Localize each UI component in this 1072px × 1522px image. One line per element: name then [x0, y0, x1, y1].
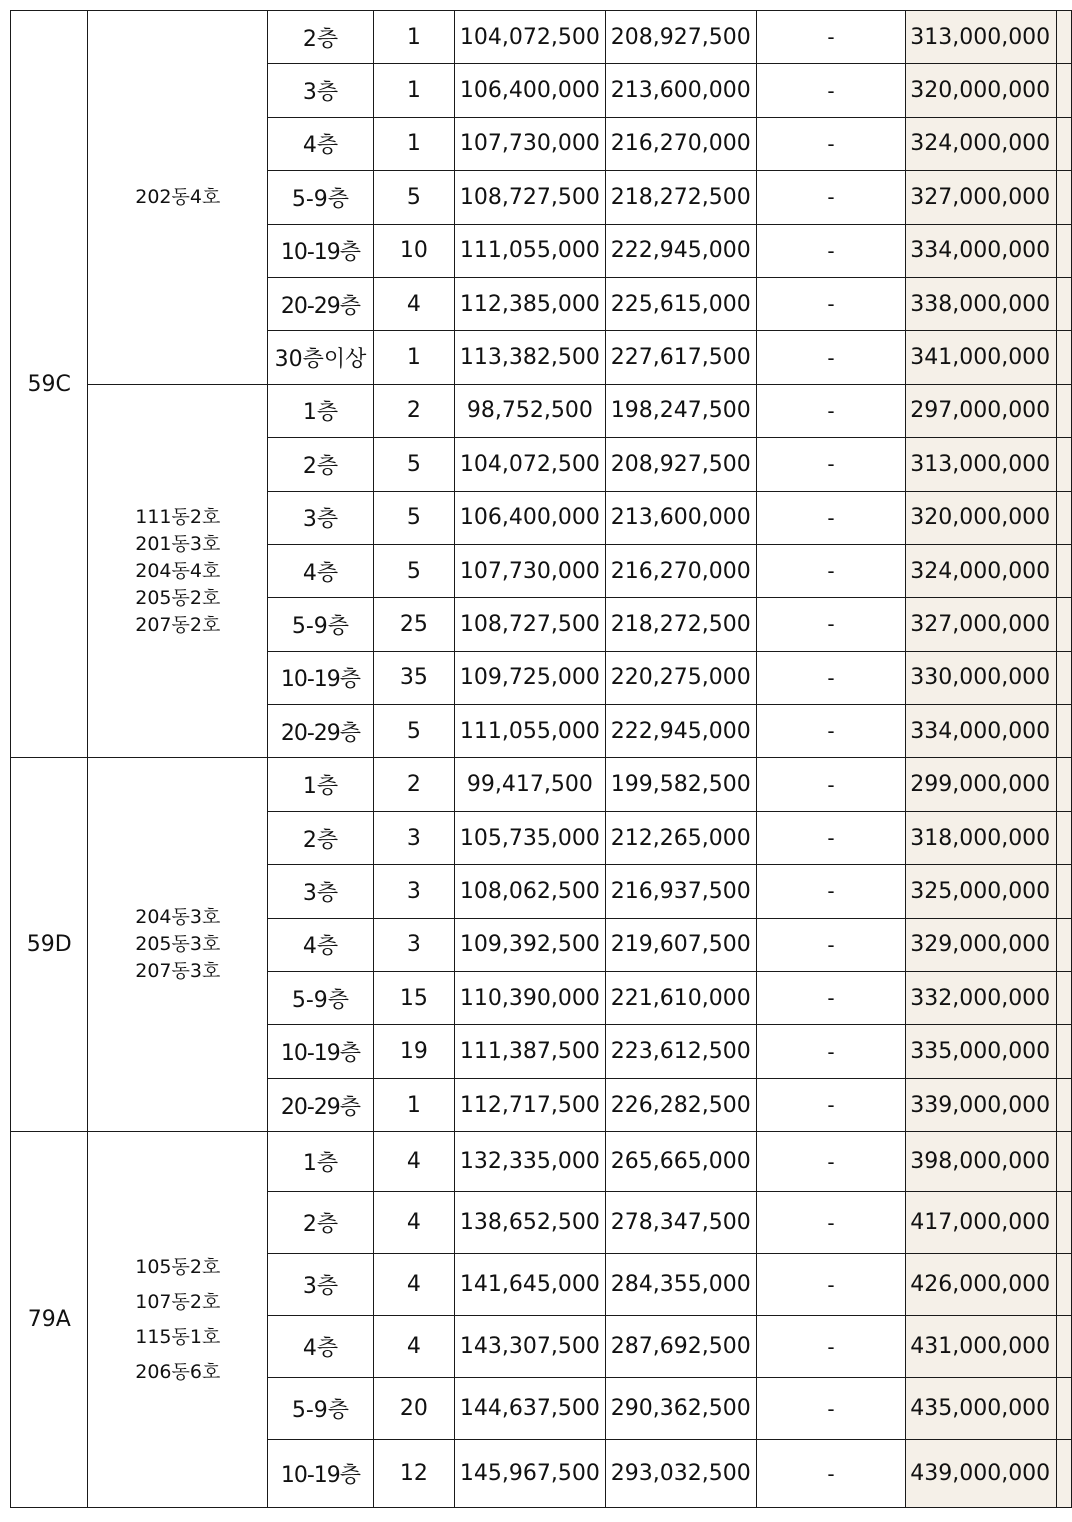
floor-cell: 1층	[268, 384, 374, 437]
land-price-cell: 107,730,000	[454, 117, 605, 170]
building-list-cell: 202동4호	[88, 11, 268, 385]
total-price-cell: 327,000,000	[906, 598, 1057, 651]
unit-count-cell: 3	[373, 918, 454, 971]
land-price-cell: 110,390,000	[454, 972, 605, 1025]
building-price-cell: 212,265,000	[605, 811, 756, 864]
building-price-cell: 216,937,500	[605, 865, 756, 918]
building-list-cell: 105동2호 107동2호 115동1호 206동6호	[88, 1132, 268, 1508]
price-table-body	[11, 11, 1072, 1508]
building-price-cell: 213,600,000	[605, 64, 756, 117]
unit-count-cell: 5	[373, 705, 454, 758]
floor-cell: 4층	[268, 918, 374, 971]
floor-cell: 20-29층	[268, 705, 374, 758]
total-price-cell: 320,000,000	[906, 491, 1057, 544]
unit-count-cell: 1	[373, 11, 454, 64]
vat-cell: -	[756, 1132, 906, 1192]
building-price-cell: 198,247,500	[605, 384, 756, 437]
table-row	[11, 11, 1072, 64]
vat-cell: -	[756, 331, 906, 384]
unit-count-cell: 35	[373, 651, 454, 704]
total-price-cell: 398,000,000	[906, 1132, 1057, 1192]
building-price-cell: 225,615,000	[605, 277, 756, 330]
vat-cell: -	[756, 117, 906, 170]
land-price-cell: 105,735,000	[454, 811, 605, 864]
edge-cell	[1057, 544, 1072, 597]
unit-count-cell: 1	[373, 64, 454, 117]
vat-cell: -	[756, 384, 906, 437]
land-price-cell: 112,385,000	[454, 277, 605, 330]
floor-cell: 2층	[268, 1192, 374, 1254]
total-price-cell: 325,000,000	[906, 865, 1057, 918]
land-price-cell: 106,400,000	[454, 491, 605, 544]
land-price-cell: 111,055,000	[454, 224, 605, 277]
vat-cell: -	[756, 277, 906, 330]
table-row	[11, 384, 1072, 437]
total-price-cell: 324,000,000	[906, 117, 1057, 170]
building-price-cell: 290,362,500	[605, 1378, 756, 1440]
vat-cell: -	[756, 1025, 906, 1078]
unit-count-cell: 4	[373, 277, 454, 330]
building-price-cell: 284,355,000	[605, 1254, 756, 1316]
edge-cell	[1057, 1132, 1072, 1192]
building-price-cell: 227,617,500	[605, 331, 756, 384]
vat-cell: -	[756, 918, 906, 971]
edge-cell	[1057, 11, 1072, 64]
edge-cell	[1057, 1078, 1072, 1131]
unit-count-cell: 20	[373, 1378, 454, 1440]
building-price-cell: 213,600,000	[605, 491, 756, 544]
total-price-cell: 320,000,000	[906, 64, 1057, 117]
total-price-cell: 324,000,000	[906, 544, 1057, 597]
unit-count-cell: 19	[373, 1025, 454, 1078]
floor-cell: 10-19층	[268, 651, 374, 704]
floor-cell: 2층	[268, 438, 374, 491]
building-price-cell: 226,282,500	[605, 1078, 756, 1131]
building-price-cell: 216,270,000	[605, 544, 756, 597]
floor-cell: 5-9층	[268, 171, 374, 224]
edge-cell	[1057, 598, 1072, 651]
edge-cell	[1057, 117, 1072, 170]
table-row	[11, 1132, 1072, 1192]
vat-cell: -	[756, 1440, 906, 1508]
building-price-cell: 223,612,500	[605, 1025, 756, 1078]
land-price-cell: 109,392,500	[454, 918, 605, 971]
unit-count-cell: 4	[373, 1316, 454, 1378]
land-price-cell: 98,752,500	[454, 384, 605, 437]
land-price-cell: 108,727,500	[454, 171, 605, 224]
land-price-cell: 99,417,500	[454, 758, 605, 811]
building-price-cell: 219,607,500	[605, 918, 756, 971]
land-price-cell: 143,307,500	[454, 1316, 605, 1378]
unit-count-cell: 10	[373, 224, 454, 277]
total-price-cell: 341,000,000	[906, 331, 1057, 384]
land-price-cell: 106,400,000	[454, 64, 605, 117]
vat-cell: -	[756, 438, 906, 491]
building-price-cell: 199,582,500	[605, 758, 756, 811]
vat-cell: -	[756, 171, 906, 224]
floor-cell: 20-29층	[268, 1078, 374, 1131]
edge-cell	[1057, 865, 1072, 918]
unit-type-cell: 59D	[11, 758, 88, 1132]
total-price-cell: 330,000,000	[906, 651, 1057, 704]
land-price-cell: 132,335,000	[454, 1132, 605, 1192]
building-list-cell: 111동2호 201동3호 204동4호 205동2호 207동2호	[88, 384, 268, 758]
unit-count-cell: 4	[373, 1192, 454, 1254]
edge-cell	[1057, 811, 1072, 864]
building-price-cell: 208,927,500	[605, 438, 756, 491]
floor-cell: 3층	[268, 491, 374, 544]
vat-cell: -	[756, 544, 906, 597]
vat-cell: -	[756, 224, 906, 277]
unit-count-cell: 5	[373, 544, 454, 597]
floor-cell: 5-9층	[268, 598, 374, 651]
total-price-cell: 313,000,000	[906, 11, 1057, 64]
edge-cell	[1057, 64, 1072, 117]
edge-cell	[1057, 705, 1072, 758]
total-price-cell: 338,000,000	[906, 277, 1057, 330]
building-price-cell: 220,275,000	[605, 651, 756, 704]
vat-cell: -	[756, 1254, 906, 1316]
land-price-cell: 111,387,500	[454, 1025, 605, 1078]
floor-cell: 1층	[268, 1132, 374, 1192]
floor-cell: 1층	[268, 758, 374, 811]
vat-cell: -	[756, 11, 906, 64]
vat-cell: -	[756, 1078, 906, 1131]
building-list-cell: 204동3호 205동3호 207동3호	[88, 758, 268, 1132]
vat-cell: -	[756, 1192, 906, 1254]
land-price-cell: 107,730,000	[454, 544, 605, 597]
unit-count-cell: 2	[373, 384, 454, 437]
total-price-cell: 297,000,000	[906, 384, 1057, 437]
building-price-cell: 265,665,000	[605, 1132, 756, 1192]
edge-cell	[1057, 1378, 1072, 1440]
edge-cell	[1057, 277, 1072, 330]
floor-cell: 10-19층	[268, 1440, 374, 1508]
vat-cell: -	[756, 64, 906, 117]
edge-cell	[1057, 1254, 1072, 1316]
floor-cell: 2층	[268, 11, 374, 64]
building-price-cell: 218,272,500	[605, 171, 756, 224]
building-price-cell: 221,610,000	[605, 972, 756, 1025]
edge-cell	[1057, 1316, 1072, 1378]
total-price-cell: 332,000,000	[906, 972, 1057, 1025]
unit-count-cell: 5	[373, 171, 454, 224]
edge-cell	[1057, 224, 1072, 277]
edge-cell	[1057, 1192, 1072, 1254]
land-price-cell: 141,645,000	[454, 1254, 605, 1316]
land-price-cell: 108,062,500	[454, 865, 605, 918]
edge-cell	[1057, 331, 1072, 384]
unit-count-cell: 4	[373, 1254, 454, 1316]
edge-cell	[1057, 384, 1072, 437]
edge-cell	[1057, 491, 1072, 544]
unit-count-cell: 1	[373, 1078, 454, 1131]
unit-count-cell: 3	[373, 865, 454, 918]
unit-count-cell: 3	[373, 811, 454, 864]
total-price-cell: 339,000,000	[906, 1078, 1057, 1131]
price-table	[10, 10, 1072, 1508]
vat-cell: -	[756, 705, 906, 758]
unit-count-cell: 25	[373, 598, 454, 651]
total-price-cell: 335,000,000	[906, 1025, 1057, 1078]
floor-cell: 3층	[268, 64, 374, 117]
total-price-cell: 334,000,000	[906, 705, 1057, 758]
floor-cell: 30층이상	[268, 331, 374, 384]
vat-cell: -	[756, 972, 906, 1025]
land-price-cell: 144,637,500	[454, 1378, 605, 1440]
land-price-cell: 113,382,500	[454, 331, 605, 384]
unit-count-cell: 1	[373, 331, 454, 384]
floor-cell: 4층	[268, 544, 374, 597]
land-price-cell: 104,072,500	[454, 11, 605, 64]
floor-cell: 5-9층	[268, 1378, 374, 1440]
edge-cell	[1057, 438, 1072, 491]
table-row	[11, 758, 1072, 811]
building-price-cell: 208,927,500	[605, 11, 756, 64]
vat-cell: -	[756, 811, 906, 864]
vat-cell: -	[756, 651, 906, 704]
edge-cell	[1057, 758, 1072, 811]
building-price-cell: 222,945,000	[605, 705, 756, 758]
vat-cell: -	[756, 1316, 906, 1378]
total-price-cell: 327,000,000	[906, 171, 1057, 224]
vat-cell: -	[756, 865, 906, 918]
edge-cell	[1057, 918, 1072, 971]
unit-count-cell: 2	[373, 758, 454, 811]
land-price-cell: 108,727,500	[454, 598, 605, 651]
total-price-cell: 329,000,000	[906, 918, 1057, 971]
land-price-cell: 111,055,000	[454, 705, 605, 758]
unit-count-cell: 5	[373, 438, 454, 491]
floor-cell: 10-19층	[268, 224, 374, 277]
building-price-cell: 216,270,000	[605, 117, 756, 170]
land-price-cell: 109,725,000	[454, 651, 605, 704]
floor-cell: 3층	[268, 1254, 374, 1316]
unit-count-cell: 1	[373, 117, 454, 170]
total-price-cell: 426,000,000	[906, 1254, 1057, 1316]
total-price-cell: 431,000,000	[906, 1316, 1057, 1378]
building-price-cell: 218,272,500	[605, 598, 756, 651]
floor-cell: 20-29층	[268, 277, 374, 330]
building-price-cell: 287,692,500	[605, 1316, 756, 1378]
vat-cell: -	[756, 598, 906, 651]
edge-cell	[1057, 1440, 1072, 1508]
land-price-cell: 145,967,500	[454, 1440, 605, 1508]
floor-cell: 5-9층	[268, 972, 374, 1025]
edge-cell	[1057, 171, 1072, 224]
floor-cell: 4층	[268, 117, 374, 170]
land-price-cell: 104,072,500	[454, 438, 605, 491]
land-price-cell: 138,652,500	[454, 1192, 605, 1254]
vat-cell: -	[756, 491, 906, 544]
total-price-cell: 299,000,000	[906, 758, 1057, 811]
total-price-cell: 439,000,000	[906, 1440, 1057, 1508]
edge-cell	[1057, 651, 1072, 704]
total-price-cell: 334,000,000	[906, 224, 1057, 277]
floor-cell: 2층	[268, 811, 374, 864]
edge-cell	[1057, 972, 1072, 1025]
building-price-cell: 278,347,500	[605, 1192, 756, 1254]
building-price-cell: 222,945,000	[605, 224, 756, 277]
unit-count-cell: 4	[373, 1132, 454, 1192]
unit-count-cell: 15	[373, 972, 454, 1025]
unit-type-cell: 79A	[11, 1132, 88, 1508]
total-price-cell: 313,000,000	[906, 438, 1057, 491]
floor-cell: 3층	[268, 865, 374, 918]
floor-cell: 10-19층	[268, 1025, 374, 1078]
vat-cell: -	[756, 1378, 906, 1440]
total-price-cell: 435,000,000	[906, 1378, 1057, 1440]
floor-cell: 4층	[268, 1316, 374, 1378]
unit-count-cell: 5	[373, 491, 454, 544]
total-price-cell: 318,000,000	[906, 811, 1057, 864]
land-price-cell: 112,717,500	[454, 1078, 605, 1131]
edge-cell	[1057, 1025, 1072, 1078]
unit-count-cell: 12	[373, 1440, 454, 1508]
vat-cell: -	[756, 758, 906, 811]
building-price-cell: 293,032,500	[605, 1440, 756, 1508]
unit-type-cell: 59C	[11, 11, 88, 758]
total-price-cell: 417,000,000	[906, 1192, 1057, 1254]
